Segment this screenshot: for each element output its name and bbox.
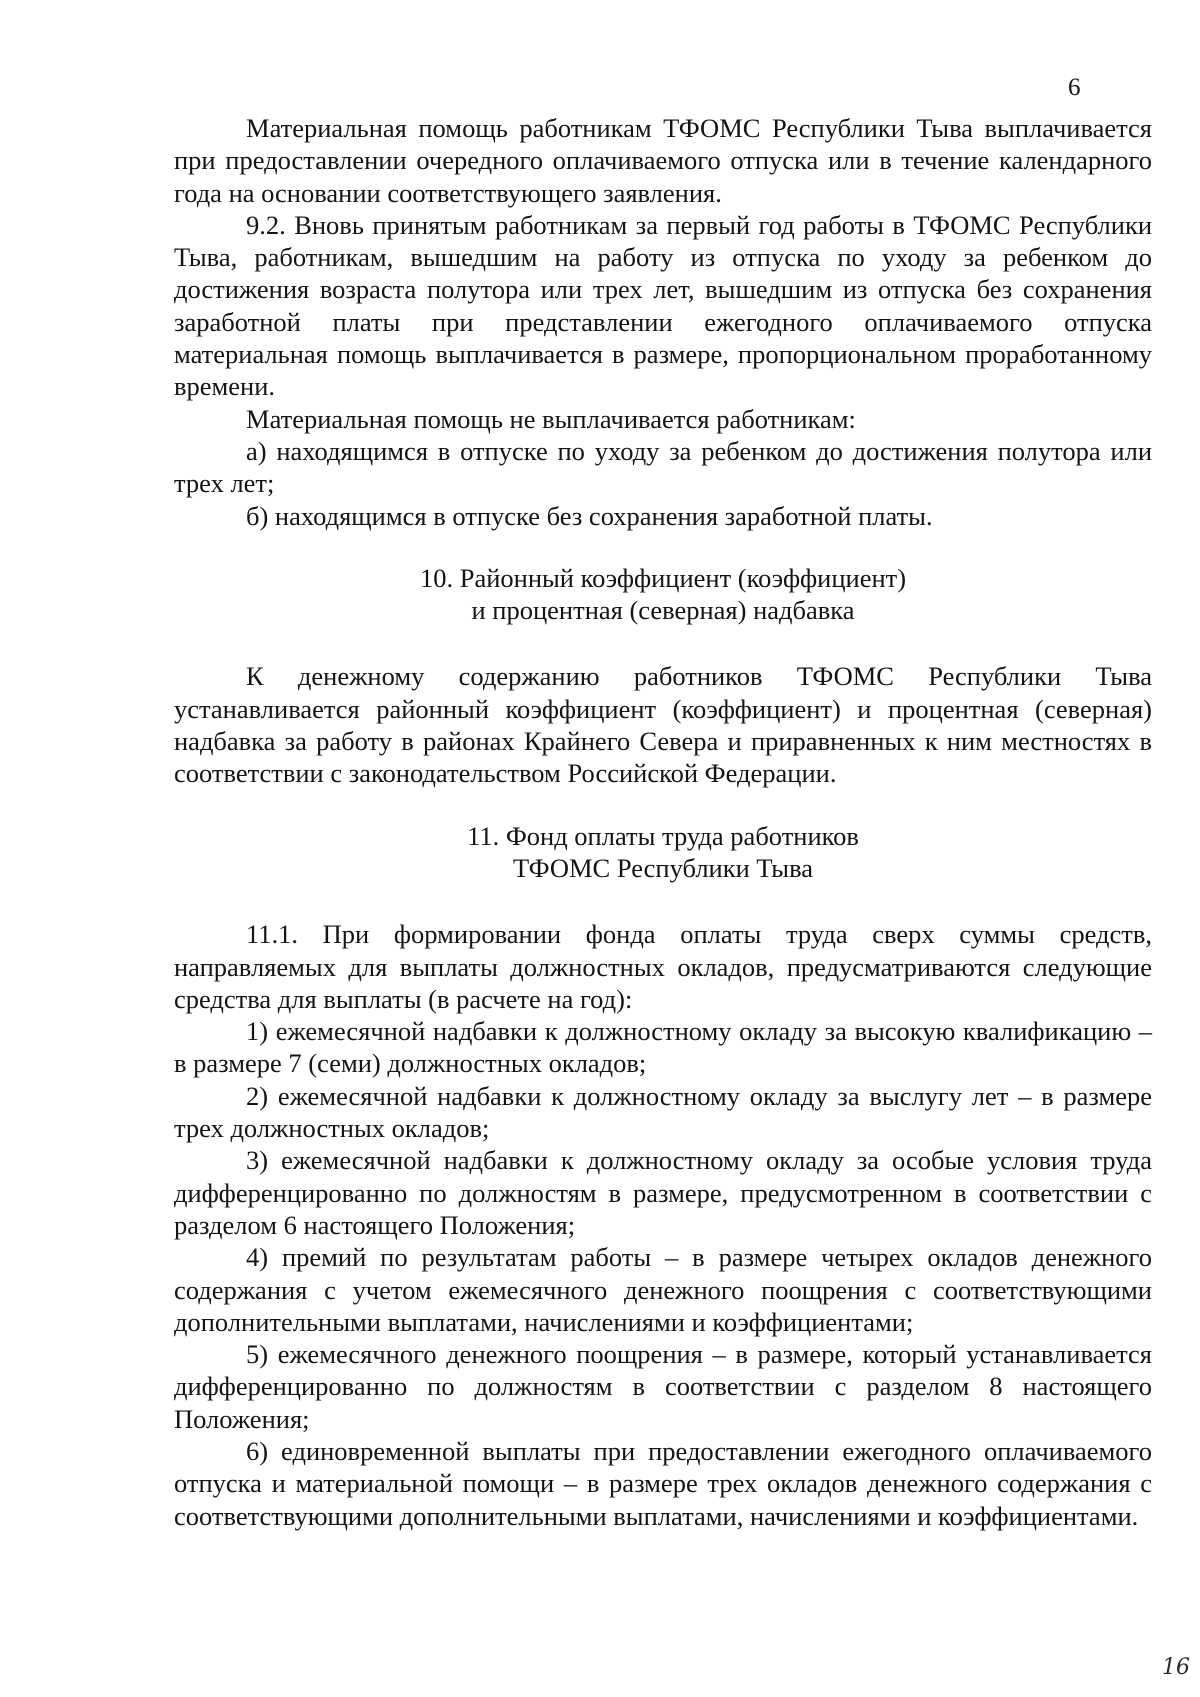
paragraph-material-aid-payment: Материальная помощь работникам ТФОМС Республики Тыва выплачивается при предоставлении очередного оплачиваемого отпуска или в течение календарного года на основании соответствующего заявления. xyxy=(174,113,1152,208)
handwritten-page-mark: 16 xyxy=(1162,1655,1190,1680)
document-body xyxy=(174,112,1152,1532)
section-heading-11-line-1: 11. Фонд оплаты труда работников xyxy=(467,820,859,851)
section-heading-11-line-2: ТФОМС Республики Тыва xyxy=(512,852,814,883)
list-item-4: 4) премий по результатам работы – в размере четырех окладов денежного содержания с учетом ежемесячного денежного поощрения с соответствующими дополнительными выплатами, начислениями и коэффициентами; xyxy=(174,1242,1152,1337)
list-item-5: 5) ежемесячного денежного поощрения – в размере, который устанавливается дифференцированно по должностям в соответствии с разделом 8 настоящего Положения; xyxy=(174,1339,1152,1434)
list-item-2: 2) ежемесячной надбавки к должностному окладу за выслугу лет – в размере трех должностных окладов; xyxy=(174,1080,1152,1144)
page-number: 6 xyxy=(1068,74,1081,101)
section-heading-10-line-1: 10. Районный коэффициент (коэффициент) xyxy=(419,562,907,593)
list-item-3: 3) ежемесячной надбавки к должностному окладу за особые условия труда дифференцированно по должностям в размере, предусмотренном в соответствии с разделом 6 настоящего Положения; xyxy=(174,1145,1152,1240)
paragraph-regional-coefficient: К денежному содержанию работников ТФОМС Республики Тыва устанавливается районный коэффициент (коэффициент) и процентная (северная) надбавка за работу в районах Крайнего Севера и приравненных к ним местностях в соответствии с законодательством Российской Федерации. xyxy=(174,661,1152,789)
paragraph-not-paid: Материальная помощь не выплачивается работникам: xyxy=(246,403,856,434)
list-item-6: 6) единовременной выплаты при предоставлении ежегодного оплачиваемого отпуска и материальной помощи – в размере трех окладов денежного содержания с соответствующими дополнительными выплатами, начислениями и коэффициентами. xyxy=(174,1435,1152,1531)
list-item-a: а) находящимся в отпуске по уходу за ребенком до достижения полутора или трех лет; xyxy=(174,435,1152,499)
section-heading-10-line-2: и процентная (северная) надбавка xyxy=(471,595,855,626)
paragraph-9-2: 9.2. Вновь принятым работникам за первый год работы в ТФОМС Республики Тыва, работникам, вышедшим на работу из отпуска по уходу за ребенком до достижения возраста полутора или трех лет, вышедшим из отпуска без сохранения заработной платы при представлении ежегодного оплачиваемого отпуска материальная помощь выплачивается в размере, пропорциональном проработанному времени. xyxy=(174,209,1152,402)
paragraph-11-1: 11.1. При формировании фонда оплаты труда сверх суммы средств, направляемых для выплаты должностных окладов, предусматриваются следующие средства для выплаты (в расчете на год): xyxy=(174,919,1152,1014)
section-heading-11 xyxy=(174,820,1152,885)
list-item-b: б) находящимся в отпуске без сохранения заработной платы. xyxy=(246,500,933,531)
section-heading-10 xyxy=(174,562,1152,627)
list-item-1: 1) ежемесячной надбавки к должностному окладу за высокую квалификацию – в размере 7 (семи) должностных окладов; xyxy=(174,1016,1152,1079)
